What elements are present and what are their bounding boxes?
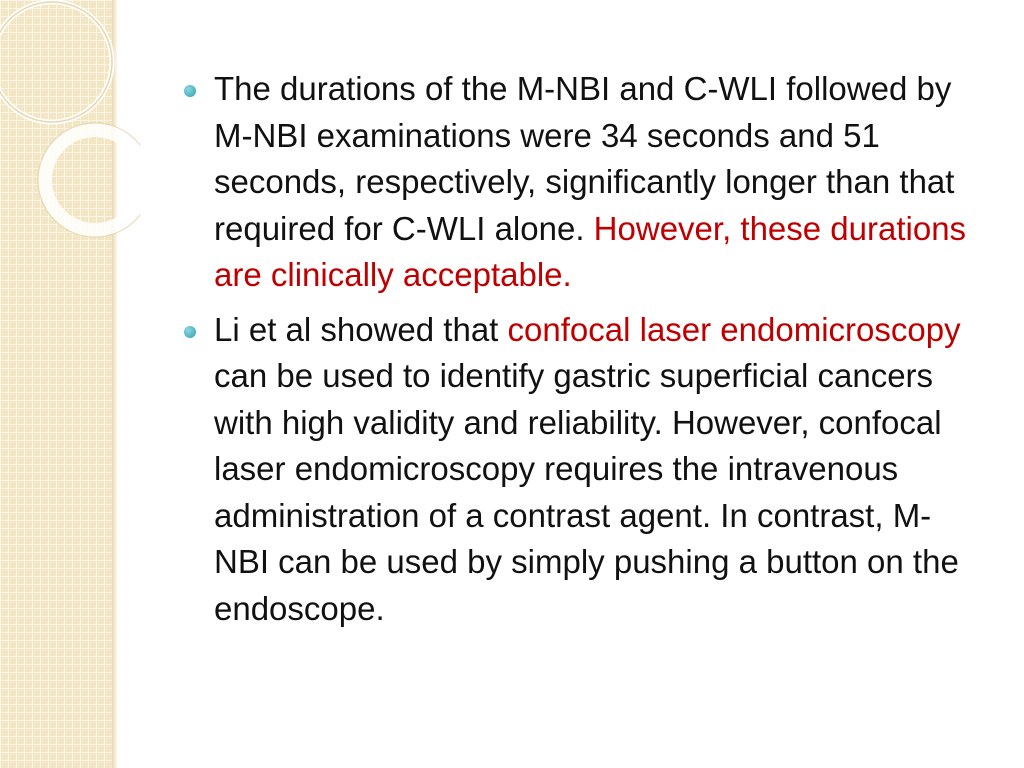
bullet-text: [214, 311, 961, 627]
bullet-item-durations: [180, 66, 970, 299]
bullet-text: [214, 70, 966, 293]
slide-body: [180, 66, 970, 640]
bullet-icon: [184, 85, 196, 97]
bullet-icon: [184, 326, 196, 338]
highlighted-text-segment: confocal laser endomicroscopy: [507, 310, 961, 348]
decorative-rings: [0, 0, 140, 260]
text-segment: can be used to identify gastric superficial cancers with high validity and reliability. However, confocal laser endomicroscopy requires the intravenous administration of a contrast agent. In contrast, M-NBI can be used by simply pushing a button on the endoscope.: [214, 357, 959, 627]
text-segment: The durations of the M-NBI and C-WLI followed by M-NBI examinations were 34 seconds and 51 seconds, respectively, significantly longer than that required for C-WLI alone.: [214, 70, 955, 247]
text-segment: Li et al showed that: [214, 310, 508, 348]
highlighted-text-segment: However, these durations are clinically acceptable.: [214, 209, 967, 293]
bullet-item-confocal: [180, 307, 970, 633]
